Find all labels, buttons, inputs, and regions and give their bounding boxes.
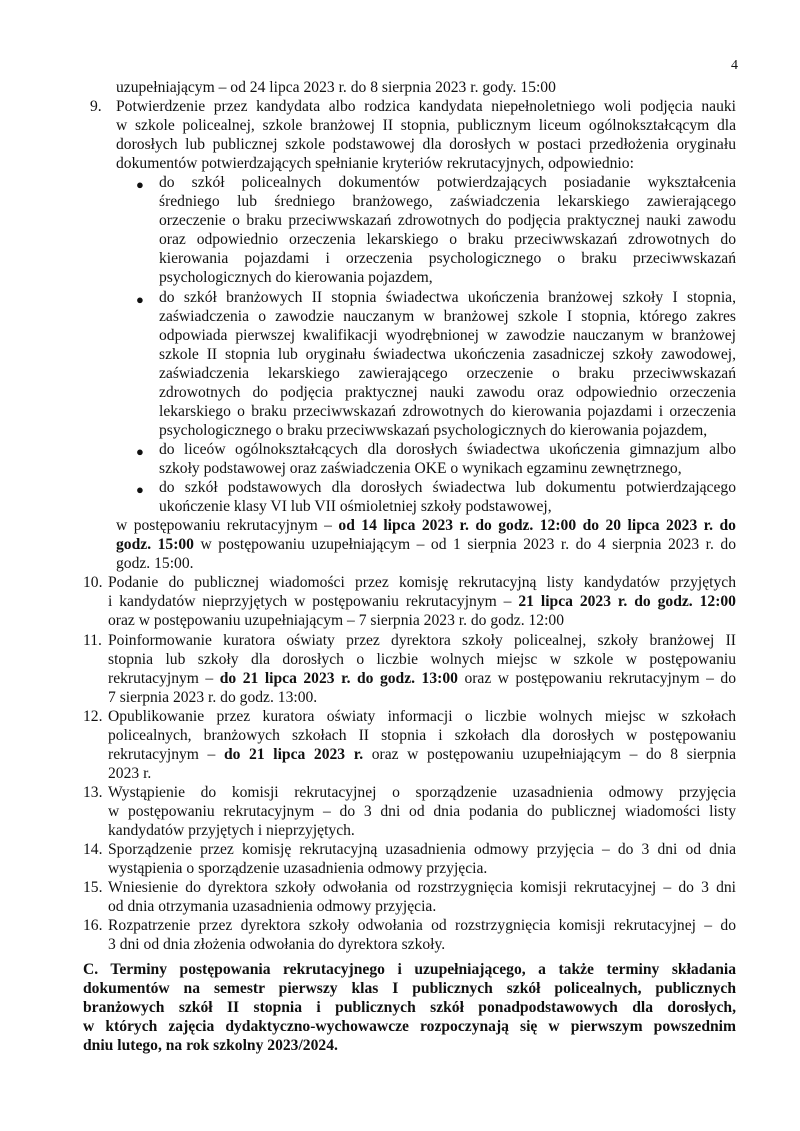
item-9-deadline-line: [116, 536, 736, 555]
item-15-line: od dnia otrzymania uzasadnienia odmowy przyjęcia.: [108, 898, 437, 915]
bullet-2-line: zdrowotnych do podjęcia praktycznej nauki zawodu oraz odpowiednio orzeczenia: [159, 384, 736, 401]
section-c-heading: dokumentów na semestr pierwszy klas I publicznych szkół policealnych, publicznych: [83, 980, 736, 997]
bullet-3-line: do liceów ogólnokształcących dla dorosłych świadectwa ukończenia gimnazjum albo: [159, 441, 736, 458]
item-12-number: 12.: [83, 708, 103, 725]
deadline-date-bold: godz. 15:00: [116, 536, 194, 553]
item-12-date-bold: do 21 lipca 2023 r.: [223, 746, 364, 763]
item-10-line: [108, 593, 736, 612]
bullet-1-line: oraz odpowiednio orzeczenia lekarskiego o braku przeciwwskazań zdrowotnych do: [159, 231, 736, 248]
bullet-4-line: ukończenie klasy VI lub VII ośmioletniej szkoły podstawowej,: [159, 498, 552, 515]
item-11-line: [108, 670, 736, 689]
item-11-line: stopnia lub szkoły dla dorosłych o liczbie wolnych miejsc w szkole w postępowaniu: [108, 651, 736, 668]
section-c-heading: dniu lutego, na rok szkolny 2023/2024.: [83, 1037, 338, 1054]
bullet-1-line: orzeczenie o braku przeciwwskazań zdrowotnych do podjęcia praktycznej nauki zawodu: [159, 212, 736, 229]
item-11-date-bold: do 21 lipca 2023 r. do godz. 13:00: [219, 670, 458, 687]
item-12-line: policealnych, branżowych szkołach II stopnia i szkołach dla dorosłych w postępowaniu: [108, 727, 736, 744]
bullet-4-line: do szkół podstawowych dla dorosłych świadectwa lub dokumentu potwierdzającego: [159, 479, 736, 496]
item-13-line: kandydatów przyjętych i nieprzyjętych.: [108, 822, 355, 839]
bullet-icon: ●: [136, 444, 144, 459]
item-13-number: 13.: [83, 784, 103, 801]
item-9-line: dokumentów potwierdzających spełnianie kryteriów rekrutacyjnych, odpowiednio:: [116, 155, 634, 172]
item-11-text: oraz w postępowaniu rekrutacyjnym – do: [457, 670, 737, 687]
bullet-2-line: psychologicznego o braku przeciwwskazań psychologicznych do kierowania pojazdem,: [159, 422, 708, 439]
item-10-number: 10.: [83, 574, 103, 591]
deadline-text: w postępowaniu uzupełniającym – od 1 sierpnia 2023 r. do 4 sierpnia 2023 r. do: [193, 536, 736, 553]
item-16-line: Rozpatrzenie przez dyrektora szkoły odwołania od rozstrzygnięcia komisji rekrutacyjnej – do: [108, 917, 736, 934]
intro-line: uzupełniającym – od 24 lipca 2023 r. do 8 sierpnia 2023 r. gody. 15:00: [116, 79, 556, 96]
item-9-number: 9.: [90, 98, 102, 115]
item-11-number: 11.: [83, 632, 102, 649]
item-9-line: w szkole policealnej, szkole branżowej II stopnia, publicznym liceum ogólnokształcącym dla: [116, 117, 736, 134]
item-16-line: 3 dni od dnia złożenia odwołania do dyrektora szkoły.: [108, 936, 446, 953]
bullet-1-line: do szkół policealnych dokumentów potwierdzających posiadanie wykształcenia: [159, 174, 736, 191]
page-number: 4: [731, 58, 738, 73]
bullet-2-line: do szkół branżowych II stopnia świadectwa ukończenia branżowej szkoły I stopnia,: [159, 289, 736, 306]
bullet-2-line: lekarskiego o braku przeciwwskazań zdrowotnych do kierowania pojazdami i orzeczenia: [159, 403, 736, 420]
item-10-line: Podanie do publicznej wiadomości przez komisję rekrutacyjną listy kandydatów przyjętych: [108, 574, 736, 591]
item-12-text: rekrutacyjnym –: [108, 746, 224, 763]
item-15-line: Wniesienie do dyrektora szkoły odwołania od rozstrzygnięcia komisji rekrutacyjnej – do 3 dni: [108, 879, 736, 896]
bullet-2-line: zaświadczenia lekarskiego zawierającego orzeczenie o braku przeciwwskazań: [159, 365, 736, 382]
item-12-text: oraz w postępowaniu uzupełniającym – do 8 sierpnia: [363, 746, 736, 763]
bullet-2-line: odpowiada pierwszej kwalifikacji wyodrębnionej w zawodzie nauczanym w branżowej: [159, 327, 736, 344]
item-12-line: Opublikowanie przez kuratora oświaty informacji o liczbie wolnych miejsc w szkołach: [108, 708, 736, 725]
bullet-icon: ●: [136, 177, 144, 192]
item-14-line: wystąpienia o sporządzenie uzasadnienia odmowy przyjęcia.: [108, 860, 488, 877]
deadline-text: w postępowaniu rekrutacyjnym –: [116, 517, 339, 534]
item-13-line: w postępowaniu rekrutacyjnym – do 3 dni od dnia podania do publicznej wiadomości listy: [108, 803, 736, 820]
bullet-1-line: psychologicznych do kierowania pojazdem,: [159, 269, 433, 286]
bullet-1-line: kierowania pojazdami i orzeczenia psychologicznego o braku przeciwwskazań: [159, 250, 736, 267]
bullet-3-line: szkoły podstawowej oraz zaświadczenia OKE o wynikach egzaminu zewnętrznego,: [159, 460, 682, 477]
bullet-icon: ●: [136, 292, 144, 307]
deadline-date-bold: od 14 lipca 2023 r. do godz. 12:00 do 20 lipca 2023 r. do: [338, 517, 736, 534]
bullet-icon: ●: [136, 482, 144, 497]
item-10-line: oraz w postępowaniu uzupełniającym – 7 sierpnia 2023 r. do godz. 12:00: [108, 612, 565, 629]
item-16-number: 16.: [83, 917, 103, 934]
item-11-text: rekrutacyjnym –: [108, 670, 220, 687]
item-9-deadline-line: godz. 15:00.: [116, 555, 194, 572]
item-10-text: i kandydatów nieprzyjętych w postępowaniu rekrutacyjnym –: [108, 593, 519, 610]
item-9-line: Potwierdzenie przez kandydata albo rodzica kandydata niepełnoletniego woli podjęcia nauki: [116, 98, 736, 115]
item-15-number: 15.: [83, 879, 103, 896]
item-11-line: Poinformowanie kuratora oświaty przez dyrektora szkoły policealnej, szkoły branżowej II: [108, 632, 736, 649]
item-10-date-bold: 21 lipca 2023 r. do godz. 12:00: [518, 593, 736, 610]
item-11-line: 7 sierpnia 2023 r. do godz. 13:00.: [108, 689, 318, 706]
bullet-1-line: średniego lub średniego branżowego, zaświadczenia lekarskiego zawierającego: [159, 193, 736, 210]
section-c-heading: w których zajęcia dydaktyczno-wychowawcze rozpoczynają się w pierwszym powszednim: [83, 1018, 736, 1035]
item-14-number: 14.: [83, 841, 103, 858]
section-c-heading: C. Terminy postępowania rekrutacyjnego i uzupełniającego, a także terminy składania: [83, 961, 736, 978]
section-c-heading: branżowych szkół II stopnia i publicznych szkół ponadpodstawowych dla dorosłych,: [83, 999, 736, 1016]
item-12-line: 2023 r.: [108, 765, 152, 782]
item-9-line: dorosłych lub publicznej szkole podstawowej dla dorosłych w postaci przedłożenia oryginału: [116, 136, 736, 153]
item-13-line: Wystąpienie do komisji rekrutacyjnej o sporządzenie uzasadnienia odmowy przyjęcia: [108, 784, 736, 801]
item-9-deadline-line: [116, 517, 736, 536]
bullet-2-line: szkole II stopnia lub oryginału świadectwa ukończenia zasadniczej szkoły zawodowej,: [159, 346, 736, 363]
item-14-line: Sporządzenie przez komisję rekrutacyjną uzasadnienia odmowy przyjęcia – do 3 dni od dnia: [108, 841, 736, 858]
bullet-2-line: zaświadczenia o zawodzie nauczanym w branżowej szkole I stopnia, którego zakres: [159, 308, 736, 325]
item-12-line: [108, 746, 736, 765]
